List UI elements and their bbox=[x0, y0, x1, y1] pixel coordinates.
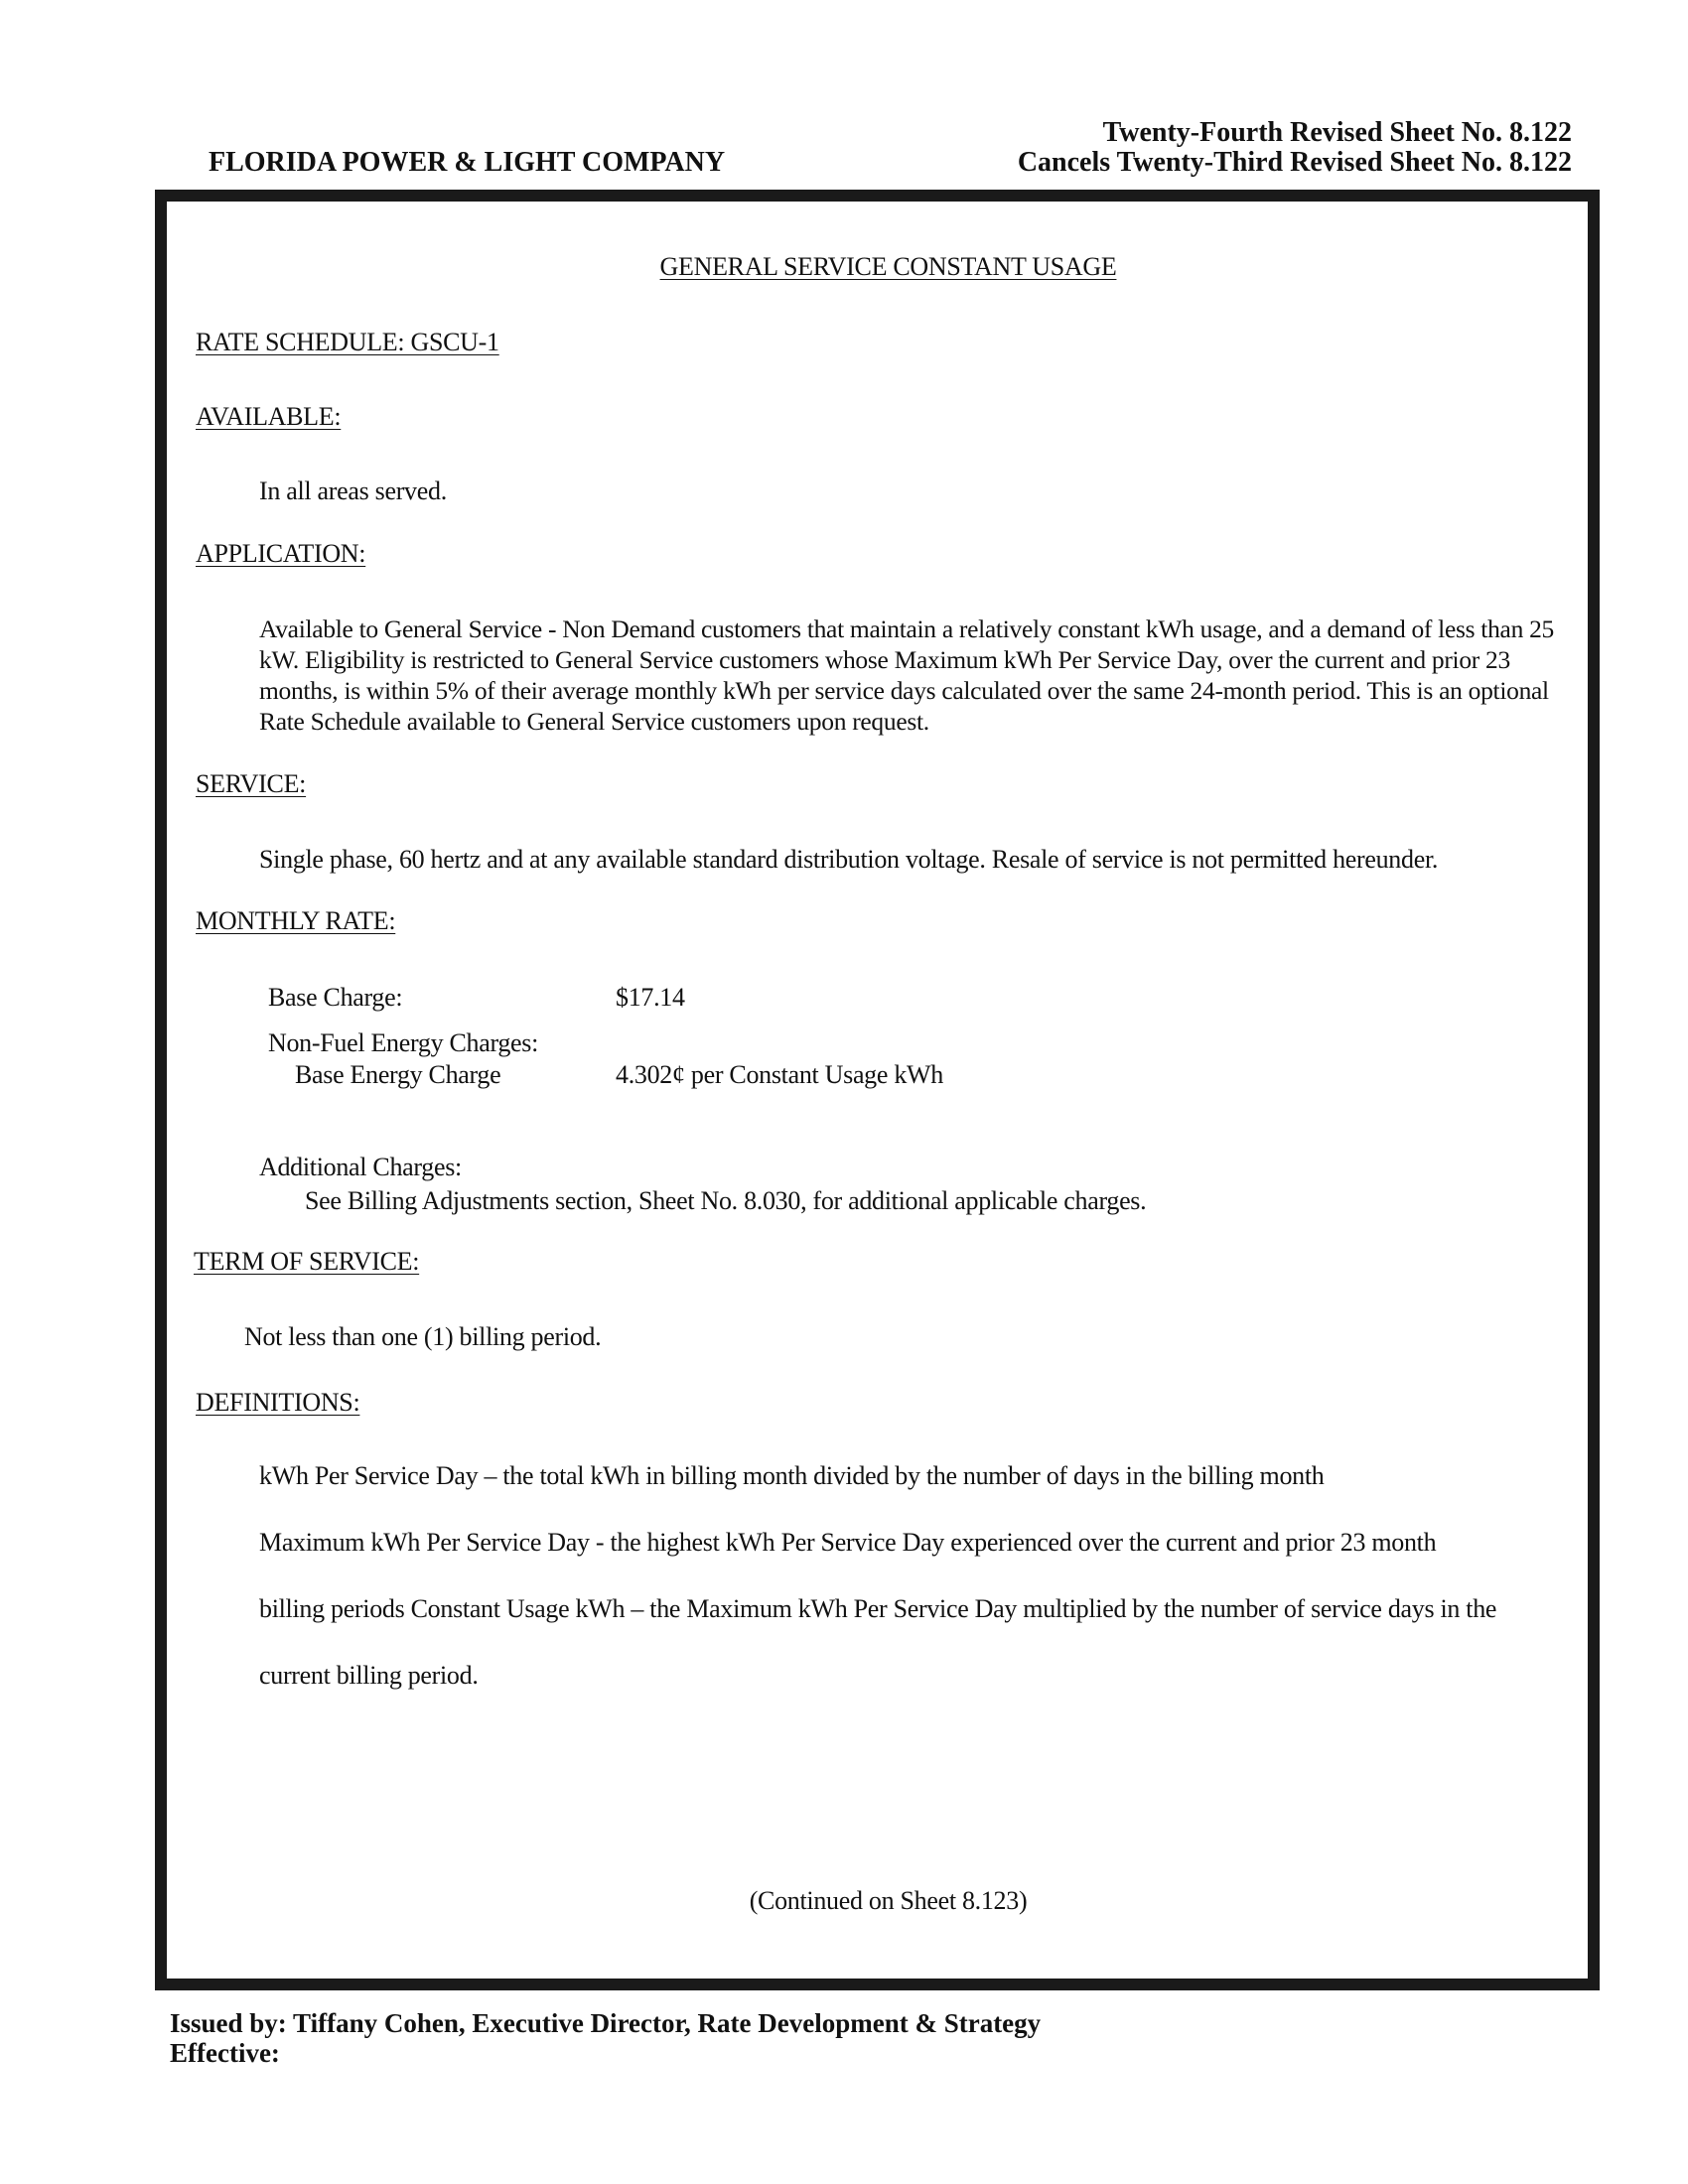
definition-line: current billing period. bbox=[259, 1661, 479, 1690]
base-charge-value: $17.14 bbox=[616, 983, 685, 1012]
company-name: FLORIDA POWER & LIGHT COMPANY bbox=[209, 147, 726, 178]
additional-charges-text: See Billing Adjustments section, Sheet No. 8.030, for additional applicable charges. bbox=[305, 1186, 1147, 1215]
sheet-number: Twenty-Fourth Revised Sheet No. 8.122 bbox=[1102, 117, 1572, 148]
base-energy-value: 4.302¢ per Constant Usage kWh bbox=[616, 1060, 943, 1089]
continued-note: (Continued on Sheet 8.123) bbox=[749, 1886, 1028, 1915]
service-heading: SERVICE: bbox=[196, 769, 307, 798]
definition-line: billing periods Constant Usage kWh – the Maximum kWh Per Service Day multiplied by the number of service days in the bbox=[259, 1594, 1497, 1623]
definitions-heading: DEFINITIONS: bbox=[196, 1388, 360, 1417]
term-of-service-text: Not less than one (1) billing period. bbox=[244, 1322, 602, 1351]
additional-charges-label: Additional Charges: bbox=[259, 1153, 462, 1181]
issued-by: Issued by: Tiffany Cohen, Executive Director, Rate Development & Strategy bbox=[170, 2008, 1042, 2038]
effective-date: Effective: bbox=[170, 2038, 280, 2068]
document-title: GENERAL SERVICE CONSTANT USAGE bbox=[659, 252, 1117, 281]
base-charge-label: Base Charge: bbox=[268, 983, 403, 1012]
cancels-sheet: Cancels Twenty-Third Revised Sheet No. 8.122 bbox=[1017, 147, 1572, 178]
rate-schedule-heading: RATE SCHEDULE: GSCU-1 bbox=[196, 328, 499, 356]
document-frame bbox=[155, 190, 1600, 1990]
base-energy-label: Base Energy Charge bbox=[295, 1060, 501, 1089]
service-text: Single phase, 60 hertz and at any available standard distribution voltage. Resale of service is not permitted hereunder. bbox=[259, 845, 1439, 874]
application-heading: APPLICATION: bbox=[196, 539, 366, 568]
definition-line: kWh Per Service Day – the total kWh in billing month divided by the number of days in the billing month bbox=[259, 1461, 1325, 1490]
term-of-service-heading: TERM OF SERVICE: bbox=[194, 1247, 420, 1276]
definition-line: Maximum kWh Per Service Day - the highest kWh Per Service Day experienced over the current and prior 23 month bbox=[259, 1528, 1437, 1557]
application-text: Available to General Service - Non Demand customers that maintain a relatively constant kWh usage, and a demand of less than 25 kW. Eligibility is restricted to General Service customers whose Maximum kWh Per Service Day, over the current and prior 23 months, is within 5% of their average monthly kWh per service days calculated over the same 24-month period. This is an optional Rate Schedule available to General Service customers upon request. bbox=[259, 614, 1554, 736]
available-text: In all areas served. bbox=[259, 477, 447, 505]
non-fuel-label: Non-Fuel Energy Charges: bbox=[268, 1028, 539, 1057]
available-heading: AVAILABLE: bbox=[196, 402, 342, 431]
monthly-rate-heading: MONTHLY RATE: bbox=[196, 906, 396, 935]
